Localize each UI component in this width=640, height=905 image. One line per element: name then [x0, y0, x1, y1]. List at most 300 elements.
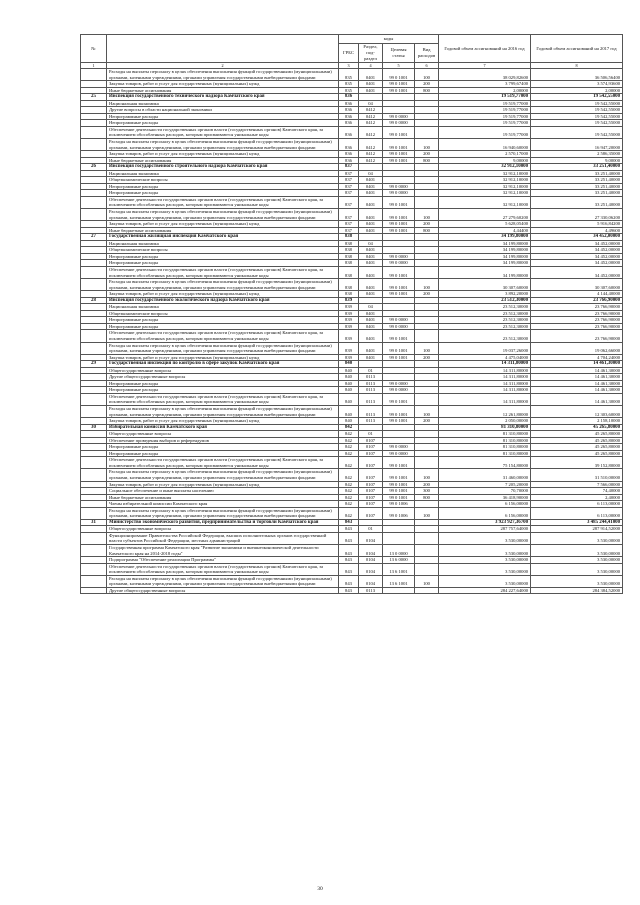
cell-amount-2017: 2 586,35000 [531, 151, 623, 158]
cell-name: Иные бюджетные ассигнования [107, 227, 339, 234]
table-row [81, 393, 623, 405]
cell-vr [415, 393, 439, 405]
cell-amount-2017: 9,00000 [531, 157, 623, 164]
cell-name: Инспекция государственного технического надзора Камчатского края [107, 94, 339, 101]
cell-amount-2017: 45 265,80000 [531, 450, 623, 457]
cell-amount-2016: 19 519,77000 [439, 100, 531, 107]
cell-razdel: 0107 [359, 494, 383, 501]
cell-razdel: 0401 [359, 330, 383, 342]
cell-name: Иные бюджетные ассигнования [107, 157, 339, 164]
cell-razdel: 0401 [359, 221, 383, 228]
cell-amount-2017: 19 542,55000 [531, 94, 623, 101]
cell-amount-2016: 70,70000 [439, 488, 531, 495]
cell-razdel: 0107 [359, 437, 383, 444]
cell-amount-2017: 45 265,80000 [531, 437, 623, 444]
cell-amount-2016: 3 530,00000 [439, 563, 531, 575]
table-row [81, 279, 623, 291]
cell-name: Обеспечение деятельности государственных органов власти (государственных органов) Камчатского края, за исключением обособленных расходов, которым присваиваются уникальные коды [107, 126, 339, 138]
cell-razdel: 01 [359, 526, 383, 533]
col-vr-header: Вид расходов [415, 44, 439, 63]
cell-num: 31 [81, 519, 107, 526]
cell-grbs: 840 [339, 361, 359, 368]
cell-cst: 99 0 1001 [383, 196, 415, 208]
cell-name: Непрограммные расходы [107, 260, 339, 267]
cell-grbs: 836 [339, 100, 359, 107]
cell-cst: 13 0 0000 [383, 545, 415, 557]
cell-name: Подпрограмма "Обеспечение реализации Программы" [107, 557, 339, 564]
cell-name: Члены избирательной комиссии Камчатского края [107, 501, 339, 508]
cell-razdel: 0107 [359, 469, 383, 481]
colnum-1: 1 [81, 63, 107, 69]
cell-amount-2017: 2,40000 [531, 494, 623, 501]
cell-vr [415, 196, 439, 208]
cell-grbs: 835 [339, 69, 359, 81]
cell-cst: 99 0 0000 [383, 183, 415, 190]
cell-grbs: 843 [339, 519, 359, 526]
cell-cst: 99 0 0000 [383, 120, 415, 127]
cell-amount-2016: 3 923 927,36700 [439, 519, 531, 526]
cell-amount-2016: 14 311,80000 [439, 380, 531, 387]
cell-amount-2017: 5 916,84200 [531, 221, 623, 228]
cell-vr: 200 [415, 291, 439, 298]
cell-amount-2016: 14 311,80000 [439, 374, 531, 381]
cell-grbs: 842 [339, 488, 359, 495]
cell-razdel: 0107 [359, 488, 383, 495]
cell-amount-2016: 32 912,10000 [439, 183, 531, 190]
cell-razdel: 0104 [359, 563, 383, 575]
cell-razdel: 0412 [359, 120, 383, 127]
cell-grbs: 837 [339, 209, 359, 221]
cell-grbs: 836 [339, 120, 359, 127]
cell-grbs: 838 [339, 260, 359, 267]
cell-cst: 99 0 0000 [383, 450, 415, 457]
cell-amount-2017: 36 506,56400 [531, 69, 623, 81]
cell-razdel: 0401 [359, 279, 383, 291]
cell-razdel: 0401 [359, 342, 383, 354]
cell-grbs: 842 [339, 494, 359, 501]
cell-amount-2017: 45 265,80000 [531, 431, 623, 438]
cell-amount-2016: 23 512,30000 [439, 323, 531, 330]
cell-amount-2017: 45 265,80000 [531, 424, 623, 431]
cell-amount-2017: 30 307,60000 [531, 279, 623, 291]
table-row [81, 507, 623, 519]
cell-num [81, 279, 107, 291]
colnum-7: 7 [439, 63, 531, 69]
cell-name: Социальное обеспечение и иные выплаты населению [107, 488, 339, 495]
cell-amount-2017: 4 704,24000 [531, 354, 623, 361]
cell-amount-2017: 3 530,00000 [531, 545, 623, 557]
cell-grbs: 839 [339, 310, 359, 317]
cell-name: Государственная жилищная инспекция Камчатского края [107, 234, 339, 241]
cell-cst: 99 0 1001 [383, 157, 415, 164]
cell-amount-2017: 14 461,30000 [531, 380, 623, 387]
cell-vr: 100 [415, 139, 439, 151]
cell-amount-2016: 2 570,17000 [439, 151, 531, 158]
cell-razdel: 0104 [359, 545, 383, 557]
table-row [81, 266, 623, 278]
cell-amount-2016: 34 199,80000 [439, 240, 531, 247]
cell-amount-2016: 32 912,10000 [439, 196, 531, 208]
cell-vr: 100 [415, 69, 439, 81]
cell-cst: 99 0 1001 [383, 469, 415, 481]
cell-amount-2017: 45 265,80000 [531, 444, 623, 451]
cell-num [81, 545, 107, 557]
cell-amount-2017: 33 251,40000 [531, 170, 623, 177]
cell-amount-2017: 3 485 244,41000 [531, 519, 623, 526]
cell-razdel: 0107 [359, 450, 383, 457]
cell-name: Расходы на выплаты персоналу в целях обеспечения выполнения функций государственными (муниципальными) органами, казенными учреждениями, органами управления государственными внебюджетными фондами [107, 507, 339, 519]
cell-grbs: 843 [339, 526, 359, 533]
cell-vr [415, 457, 439, 469]
cell-grbs: 843 [339, 545, 359, 557]
table-row [81, 342, 623, 354]
cell-razdel: 01 [359, 431, 383, 438]
table-row [81, 209, 623, 221]
cell-name: Обеспечение проведения выборов и референдумов [107, 437, 339, 444]
cell-name: Непрограммные расходы [107, 113, 339, 120]
cell-razdel: 0401 [359, 260, 383, 267]
cell-grbs: 842 [339, 507, 359, 519]
cell-num: 29 [81, 361, 107, 368]
cell-name: Обеспечение деятельности государственных органов власти (государственных органов) Камчатского края, за исключением обособленных расходов, которым присваиваются уникальные коды [107, 457, 339, 469]
cell-razdel: 0412 [359, 107, 383, 114]
cell-amount-2016: 3 530,00000 [439, 532, 531, 544]
cell-cst: 99 0 0000 [383, 190, 415, 197]
cell-amount-2016: 34 199,80000 [439, 266, 531, 278]
cell-amount-2016: 4 475,04000 [439, 354, 531, 361]
cell-amount-2016: 81 310,80000 [439, 444, 531, 451]
cell-vr [415, 545, 439, 557]
table-row [81, 563, 623, 575]
cell-grbs: 835 [339, 81, 359, 88]
cell-grbs: 842 [339, 457, 359, 469]
table-row [81, 587, 623, 594]
cell-amount-2016: 12 261,80000 [439, 405, 531, 417]
cell-name: Закупка товаров, работ и услуг для государственных (муниципальных) нужд [107, 481, 339, 488]
cell-amount-2016: 30 307,60000 [439, 279, 531, 291]
cell-vr [415, 532, 439, 544]
cell-grbs: 837 [339, 183, 359, 190]
cell-amount-2017: 34 452,00000 [531, 240, 623, 247]
cell-amount-2017: 284 384,52000 [531, 587, 623, 594]
cell-amount-2016: 32 912,10000 [439, 190, 531, 197]
cell-vr: 800 [415, 227, 439, 234]
col-grbs-header: ГРБС [339, 44, 359, 63]
cell-grbs: 839 [339, 304, 359, 311]
table-header [81, 35, 623, 69]
cell-razdel: 0107 [359, 457, 383, 469]
cell-amount-2017: 6 113,00000 [531, 501, 623, 508]
cell-name: Избирательная комиссия Камчатского края [107, 424, 339, 431]
cell-razdel: 0107 [359, 507, 383, 519]
cell-grbs: 842 [339, 431, 359, 438]
cell-vr [415, 266, 439, 278]
cell-num [81, 405, 107, 417]
cell-amount-2016: 19 519,77000 [439, 94, 531, 101]
budget-table [80, 34, 623, 594]
cell-cst: 99 0 1001 [383, 494, 415, 501]
cell-name: Непрограммные расходы [107, 380, 339, 387]
cell-grbs: 838 [339, 240, 359, 247]
cell-name: Расходы на выплаты персоналу в целях обеспечения выполнения функций государственными (муниципальными) органами, казенными учреждениями, органами управления государственными внебюджетными фондами [107, 469, 339, 481]
cell-num [81, 563, 107, 575]
cell-num [81, 330, 107, 342]
cell-grbs: 837 [339, 170, 359, 177]
cell-amount-2017: 3 530,00000 [531, 563, 623, 575]
cell-grbs: 840 [339, 418, 359, 425]
cell-amount-2017: 34 452,00000 [531, 234, 623, 241]
cell-razdel: 04 [359, 170, 383, 177]
cell-amount-2017: 74,40000 [531, 488, 623, 495]
cell-name: Закупка товаров, работ и услуг для государственных (муниципальных) нужд [107, 221, 339, 228]
cell-name: Расходы на выплаты персоналу в целях обеспечения выполнения функций государственными (муниципальными) органами, казенными учреждениями, органами управления государственными внебюджетными фондами [107, 139, 339, 151]
cell-razdel: 04 [359, 240, 383, 247]
cell-amount-2016: 75 154,80000 [439, 457, 531, 469]
cell-vr [415, 587, 439, 594]
cell-grbs: 842 [339, 481, 359, 488]
cell-amount-2016: 19 519,77000 [439, 113, 531, 120]
cell-amount-2016: 14 311,80000 [439, 393, 531, 405]
cell-vr [415, 563, 439, 575]
cell-amount-2017: 23 766,90000 [531, 297, 623, 304]
cell-amount-2016: 81 310,80000 [439, 431, 531, 438]
cell-cst: 13 6 0000 [383, 557, 415, 564]
cell-cst: 99 0 1001 [383, 151, 415, 158]
cell-amount-2016: 6 156,00000 [439, 507, 531, 519]
cell-name: Общегосударственные вопросы [107, 367, 339, 374]
cell-grbs: 839 [339, 330, 359, 342]
cell-cst: 99 0 1006 [383, 507, 415, 519]
cell-name: Общеэкономические вопросы [107, 310, 339, 317]
cell-grbs: 838 [339, 291, 359, 298]
cell-cst: 13 6 1001 [383, 575, 415, 587]
cell-num [81, 209, 107, 221]
cell-amount-2016: 81 310,80000 [439, 450, 531, 457]
cell-grbs: 839 [339, 317, 359, 324]
cell-vr: 200 [415, 151, 439, 158]
table-row [81, 330, 623, 342]
cell-amount-2016: 32 912,10000 [439, 170, 531, 177]
cell-razdel: 0401 [359, 190, 383, 197]
cell-amount-2016: 19 519,77000 [439, 120, 531, 127]
cell-num [81, 507, 107, 519]
cell-vr: 100 [415, 279, 439, 291]
cell-amount-2017: 39 152,80000 [531, 457, 623, 469]
cell-cst: 99 0 1001 [383, 481, 415, 488]
cell-amount-2017: 27 330,06200 [531, 209, 623, 221]
cell-amount-2016: 23 512,30000 [439, 310, 531, 317]
cell-grbs: 842 [339, 424, 359, 431]
cell-razdel: 0113 [359, 380, 383, 387]
cell-vr: 100 [415, 405, 439, 417]
cell-name: Инспекция государственного экологического надзора Камчатского края [107, 297, 339, 304]
cell-name: Расходы на выплаты персоналу в целях обеспечения выполнения функций государственными (муниципальными) органами, казенными учреждениями, органами управления государственными внебюджетными фондами [107, 209, 339, 221]
cell-amount-2017: 33 251,40000 [531, 183, 623, 190]
cell-razdel: 0401 [359, 183, 383, 190]
cell-cst: 99 0 1001 [383, 291, 415, 298]
cell-amount-2017: 3 530,00000 [531, 575, 623, 587]
cell-cst: 99 0 1001 [383, 139, 415, 151]
cell-grbs: 837 [339, 177, 359, 184]
cell-amount-2016: 34 199,80000 [439, 234, 531, 241]
cell-name: Расходы на выплаты персоналу в целях обеспечения выполнения функций государственными (муниципальными) органами, казенными учреждениями, органами управления государственными внебюджетными фондами [107, 69, 339, 81]
cell-num [81, 266, 107, 278]
cell-razdel: 0113 [359, 405, 383, 417]
cell-grbs: 837 [339, 227, 359, 234]
cell-razdel: 0104 [359, 532, 383, 544]
table-row [81, 126, 623, 138]
cell-name: Иные бюджетные ассигнования [107, 87, 339, 94]
cell-razdel: 0401 [359, 209, 383, 221]
cell-razdel: 0113 [359, 374, 383, 381]
cell-cst: 99 0 1001 [383, 354, 415, 361]
cell-amount-2017: 7 566,00000 [531, 481, 623, 488]
cell-amount-2017: 33 251,40000 [531, 164, 623, 171]
cell-amount-2017: 34 452,00000 [531, 260, 623, 267]
cell-grbs: 836 [339, 107, 359, 114]
cell-cst: 99 0 1001 [383, 209, 415, 221]
cell-num [81, 69, 107, 81]
cell-name: Непрограммные расходы [107, 323, 339, 330]
cell-amount-2016: 32 912,10000 [439, 177, 531, 184]
cell-amount-2017: 33 251,40000 [531, 196, 623, 208]
cell-amount-2016: 16 940,60000 [439, 139, 531, 151]
cell-razdel: 0113 [359, 418, 383, 425]
cell-cst: 99 0 1001 [383, 81, 415, 88]
cell-razdel: 0401 [359, 354, 383, 361]
table-row [81, 405, 623, 417]
cell-name: Непрограммные расходы [107, 183, 339, 190]
cell-razdel: 0104 [359, 575, 383, 587]
cell-grbs: 840 [339, 374, 359, 381]
cell-vr: 200 [415, 354, 439, 361]
cell-name: Обеспечение деятельности государственных органов власти (государственных органов) Камчатского края, за исключением обособленных расходов, которым присваиваются уникальные коды [107, 563, 339, 575]
cell-amount-2016: 36 418,90000 [439, 494, 531, 501]
cell-razdel: 0104 [359, 557, 383, 564]
cell-grbs: 843 [339, 575, 359, 587]
cell-cst [383, 587, 415, 594]
cell-amount-2016: 9,00000 [439, 157, 531, 164]
cell-name: Обеспечение деятельности государственных органов власти (государственных органов) Камчатского края, за исключением обособленных расходов, которым присваиваются уникальные коды [107, 330, 339, 342]
cell-vr: 100 [415, 507, 439, 519]
cell-amount-2016: 19 037,26000 [439, 342, 531, 354]
cell-amount-2016: 3 892,20000 [439, 291, 531, 298]
table-row [81, 575, 623, 587]
cell-grbs: 837 [339, 190, 359, 197]
cell-grbs: 840 [339, 387, 359, 394]
cell-name: Государственная программа Камчатского края "Развитие экономики и внешнеэкономической деятельности Камчатского края на 2014-2018 годы" [107, 545, 339, 557]
cell-amount-2017: 31 510,00000 [531, 469, 623, 481]
cell-cst: 99 0 0000 [383, 444, 415, 451]
cell-cst: 99 0 1001 [383, 342, 415, 354]
table-body [81, 69, 623, 594]
cell-vr [415, 126, 439, 138]
cell-name: Непрограммные расходы [107, 120, 339, 127]
cell-amount-2016: 32 912,10000 [439, 164, 531, 171]
cell-razdel: 0401 [359, 247, 383, 254]
cell-amount-2017: 19 542,55000 [531, 100, 623, 107]
cell-razdel: 0401 [359, 196, 383, 208]
cell-cst: 99 0 0000 [383, 323, 415, 330]
cell-grbs: 838 [339, 253, 359, 260]
cell-amount-2016: 3 530,00000 [439, 575, 531, 587]
table-row [81, 469, 623, 481]
cell-grbs: 839 [339, 323, 359, 330]
cell-razdel: 0401 [359, 177, 383, 184]
cell-razdel: 0401 [359, 266, 383, 278]
page-number: 30 [317, 886, 323, 892]
cell-razdel: 0401 [359, 81, 383, 88]
cell-num [81, 532, 107, 544]
cell-num: 28 [81, 297, 107, 304]
cell-cst: 99 0 1001 [383, 266, 415, 278]
cell-amount-2016: 3 799,67400 [439, 81, 531, 88]
cell-num [81, 139, 107, 151]
cell-amount-2016: 284 227,64000 [439, 587, 531, 594]
cell-amount-2016: 6 156,00000 [439, 501, 531, 508]
cell-cst: 99 0 1001 [383, 221, 415, 228]
cell-razdel: 0401 [359, 227, 383, 234]
cell-grbs: 842 [339, 437, 359, 444]
colnum-3: 3 [339, 63, 359, 69]
cell-amount-2017: 19 542,55000 [531, 126, 623, 138]
cell-cst: 99 0 0000 [383, 317, 415, 324]
cell-razdel: 0107 [359, 481, 383, 488]
cell-razdel: 0107 [359, 501, 383, 508]
cell-num: 25 [81, 94, 107, 101]
cell-vr: 100 [415, 575, 439, 587]
cell-name: Расходы на выплаты персоналу в целях обеспечения выполнения функций государственными (муниципальными) органами, казенными учреждениями, органами управления государственными внебюджетными фондами [107, 575, 339, 587]
cell-vr: 100 [415, 469, 439, 481]
cell-amount-2016: 3 530,00000 [439, 545, 531, 557]
cell-name: Расходы на выплаты персоналу в целях обеспечения выполнения функций государственными (муниципальными) органами, казенными учреждениями, органами управления государственными внебюджетными фондами [107, 405, 339, 417]
cell-name: Непрограммные расходы [107, 317, 339, 324]
cell-cst: 99 0 0000 [383, 380, 415, 387]
cell-vr: 200 [415, 221, 439, 228]
cell-cst: 99 0 1001 [383, 457, 415, 469]
cell-razdel: 0412 [359, 151, 383, 158]
cell-name: Общеэкономические вопросы [107, 177, 339, 184]
cell-amount-2016: 34 199,80000 [439, 260, 531, 267]
cell-razdel: 04 [359, 304, 383, 311]
cell-num [81, 393, 107, 405]
cell-amount-2016: 34 199,80000 [439, 253, 531, 260]
cell-amount-2016: 14 311,80000 [439, 361, 531, 368]
cell-grbs: 840 [339, 367, 359, 374]
cell-grbs: 843 [339, 587, 359, 594]
cell-amount-2017: 23 766,90000 [531, 310, 623, 317]
cell-amount-2016: 2,00000 [439, 87, 531, 94]
cell-amount-2017: 34 452,00000 [531, 266, 623, 278]
cell-razdel: 0412 [359, 126, 383, 138]
budget-table-page [80, 34, 622, 594]
cell-amount-2016: 23 512,30000 [439, 304, 531, 311]
cell-grbs: 842 [339, 501, 359, 508]
cell-amount-2017: 4 144,40000 [531, 291, 623, 298]
cell-num: 26 [81, 164, 107, 171]
cell-grbs: 836 [339, 151, 359, 158]
cell-name: Закупка товаров, работ и услуг для государственных (муниципальных) нужд [107, 291, 339, 298]
cell-amount-2017: 19 542,55000 [531, 113, 623, 120]
cell-name: Закупка товаров, работ и услуг для государственных (муниципальных) нужд [107, 81, 339, 88]
cell-amount-2017: 23 766,90000 [531, 317, 623, 324]
cell-amount-2017: 3 530,00000 [531, 557, 623, 564]
cell-vr: 200 [415, 81, 439, 88]
cell-razdel: 0401 [359, 291, 383, 298]
cell-vr: 200 [415, 418, 439, 425]
cell-amount-2017: 23 766,90000 [531, 330, 623, 342]
cell-name: Непрограммные расходы [107, 444, 339, 451]
